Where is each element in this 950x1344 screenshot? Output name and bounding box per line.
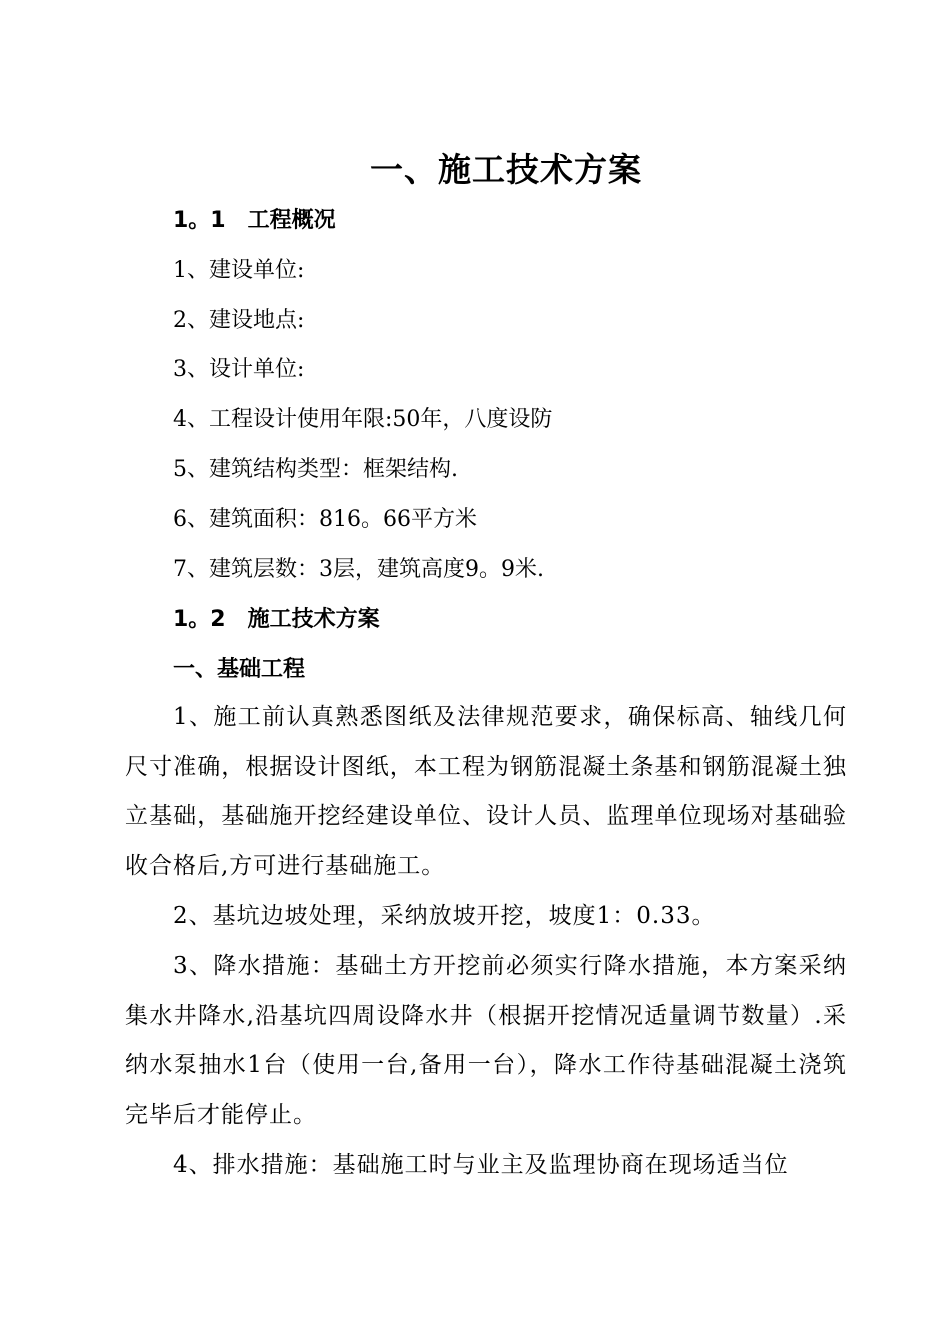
paragraph-dewatering: 3、降水措施：基础土方开挖前必须实行降水措施，本方案采纳集水井降水,沿基坑四周设降水井（根据开挖情况适量调节数量）.采纳水泵抽水1台（使用一台,备用一台），降水工作待基础混凝土浇筑完毕后才能停止。 <box>125 953 847 1128</box>
paragraph-preparation: 1、施工前认真熟悉图纸及法律规范要求，确保标高、轴线几何尺寸准确，根据设计图纸，本工程为钢筋混凝土条基和钢筋混凝土独立基础，基础施开挖经建设单位、设计人员、监理单位现场对基础验收合格后,方可进行基础施工。 <box>125 704 847 879</box>
paragraph-slope: 2、基坑边坡处理，采纳放坡开挖，坡度1：0.33。 <box>173 903 716 929</box>
section-heading-tech-plan: 1。2 施工技术方案 <box>173 607 380 632</box>
info-item-designer: 3、设计单位: <box>173 357 305 382</box>
info-item-design-life: 4、工程设计使用年限:50年，八度设防 <box>173 407 553 432</box>
info-item-structure-type: 5、建筑结构类型：框架结构. <box>173 457 458 482</box>
info-item-location: 2、建设地点: <box>173 308 305 333</box>
paragraph-drainage: 4、排水措施：基础施工时与业主及监理协商在现场适当位 <box>173 1152 789 1178</box>
subsection-heading-foundation: 一、基础工程 <box>173 657 306 682</box>
info-item-area: 6、建筑面积：816。66平方米 <box>173 507 477 532</box>
section-heading-overview: 1。1 工程概况 <box>173 208 336 233</box>
info-item-client: 1、建设单位: <box>173 258 305 283</box>
info-item-floors: 7、建筑层数：3层，建筑高度9。9米. <box>173 557 544 582</box>
page-title: 一、施工技术方案 <box>370 150 642 189</box>
